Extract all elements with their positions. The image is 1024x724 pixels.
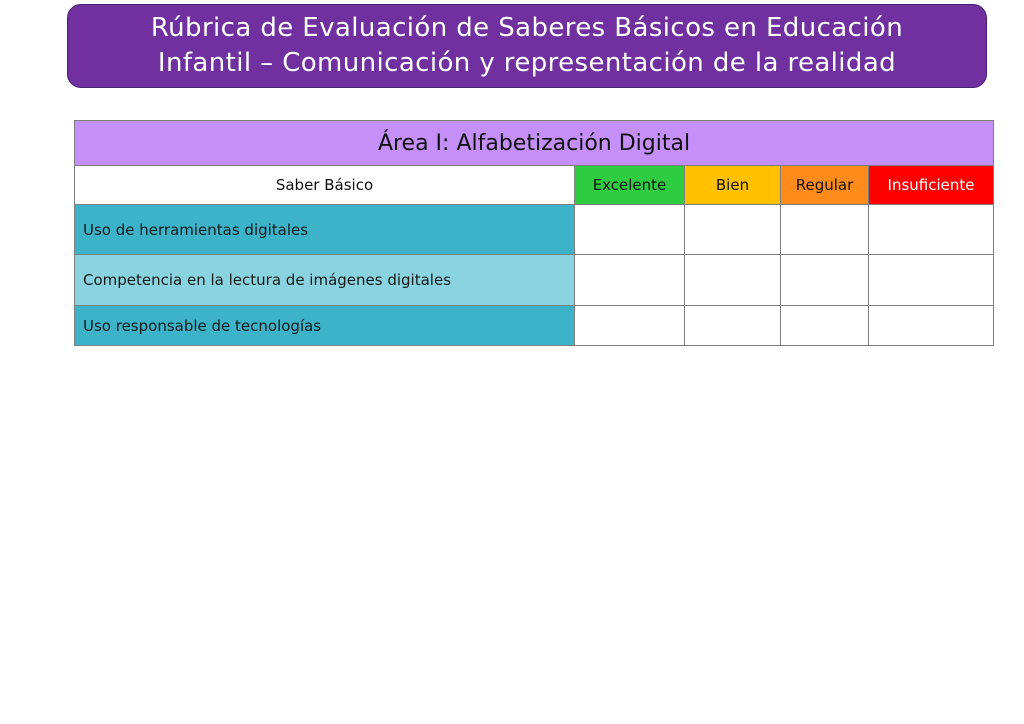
score-cell-insuficiente[interactable]: [869, 255, 994, 306]
score-cell-regular[interactable]: [781, 255, 869, 306]
table-row: [75, 205, 994, 255]
page-title-line-2: Infantil – Comunicación y representación de la realidad: [157, 48, 897, 78]
header-bien: Bien: [685, 166, 781, 205]
area-title: Área I: Alfabetización Digital: [75, 121, 994, 166]
header-excelente: Excelente: [575, 166, 685, 205]
score-cell-bien[interactable]: [685, 205, 781, 255]
score-cell-excelente[interactable]: [575, 205, 685, 255]
header-regular: Regular: [781, 166, 869, 205]
score-cell-bien[interactable]: [685, 255, 781, 306]
page-title-line-1: Rúbrica de Evaluación de Saberes Básicos en Educación: [150, 13, 904, 43]
header-insuficiente: Insuficiente: [869, 166, 994, 205]
score-cell-excelente[interactable]: [575, 255, 685, 306]
row-label: Uso de herramientas digitales: [75, 205, 575, 255]
table-row: [75, 306, 994, 346]
score-cell-insuficiente[interactable]: [869, 205, 994, 255]
column-header-row: [75, 166, 994, 205]
score-cell-bien[interactable]: [685, 306, 781, 346]
area-header-row: [75, 121, 994, 166]
header-saber-basico: Saber Básico: [75, 166, 575, 205]
rubric-table: [74, 120, 994, 346]
score-cell-regular[interactable]: [781, 205, 869, 255]
title-banner: [67, 4, 987, 88]
score-cell-excelente[interactable]: [575, 306, 685, 346]
score-cell-insuficiente[interactable]: [869, 306, 994, 346]
row-label: Uso responsable de tecnologías: [75, 306, 575, 346]
row-label: Competencia en la lectura de imágenes digitales: [75, 255, 575, 306]
score-cell-regular[interactable]: [781, 306, 869, 346]
table-row: [75, 255, 994, 306]
